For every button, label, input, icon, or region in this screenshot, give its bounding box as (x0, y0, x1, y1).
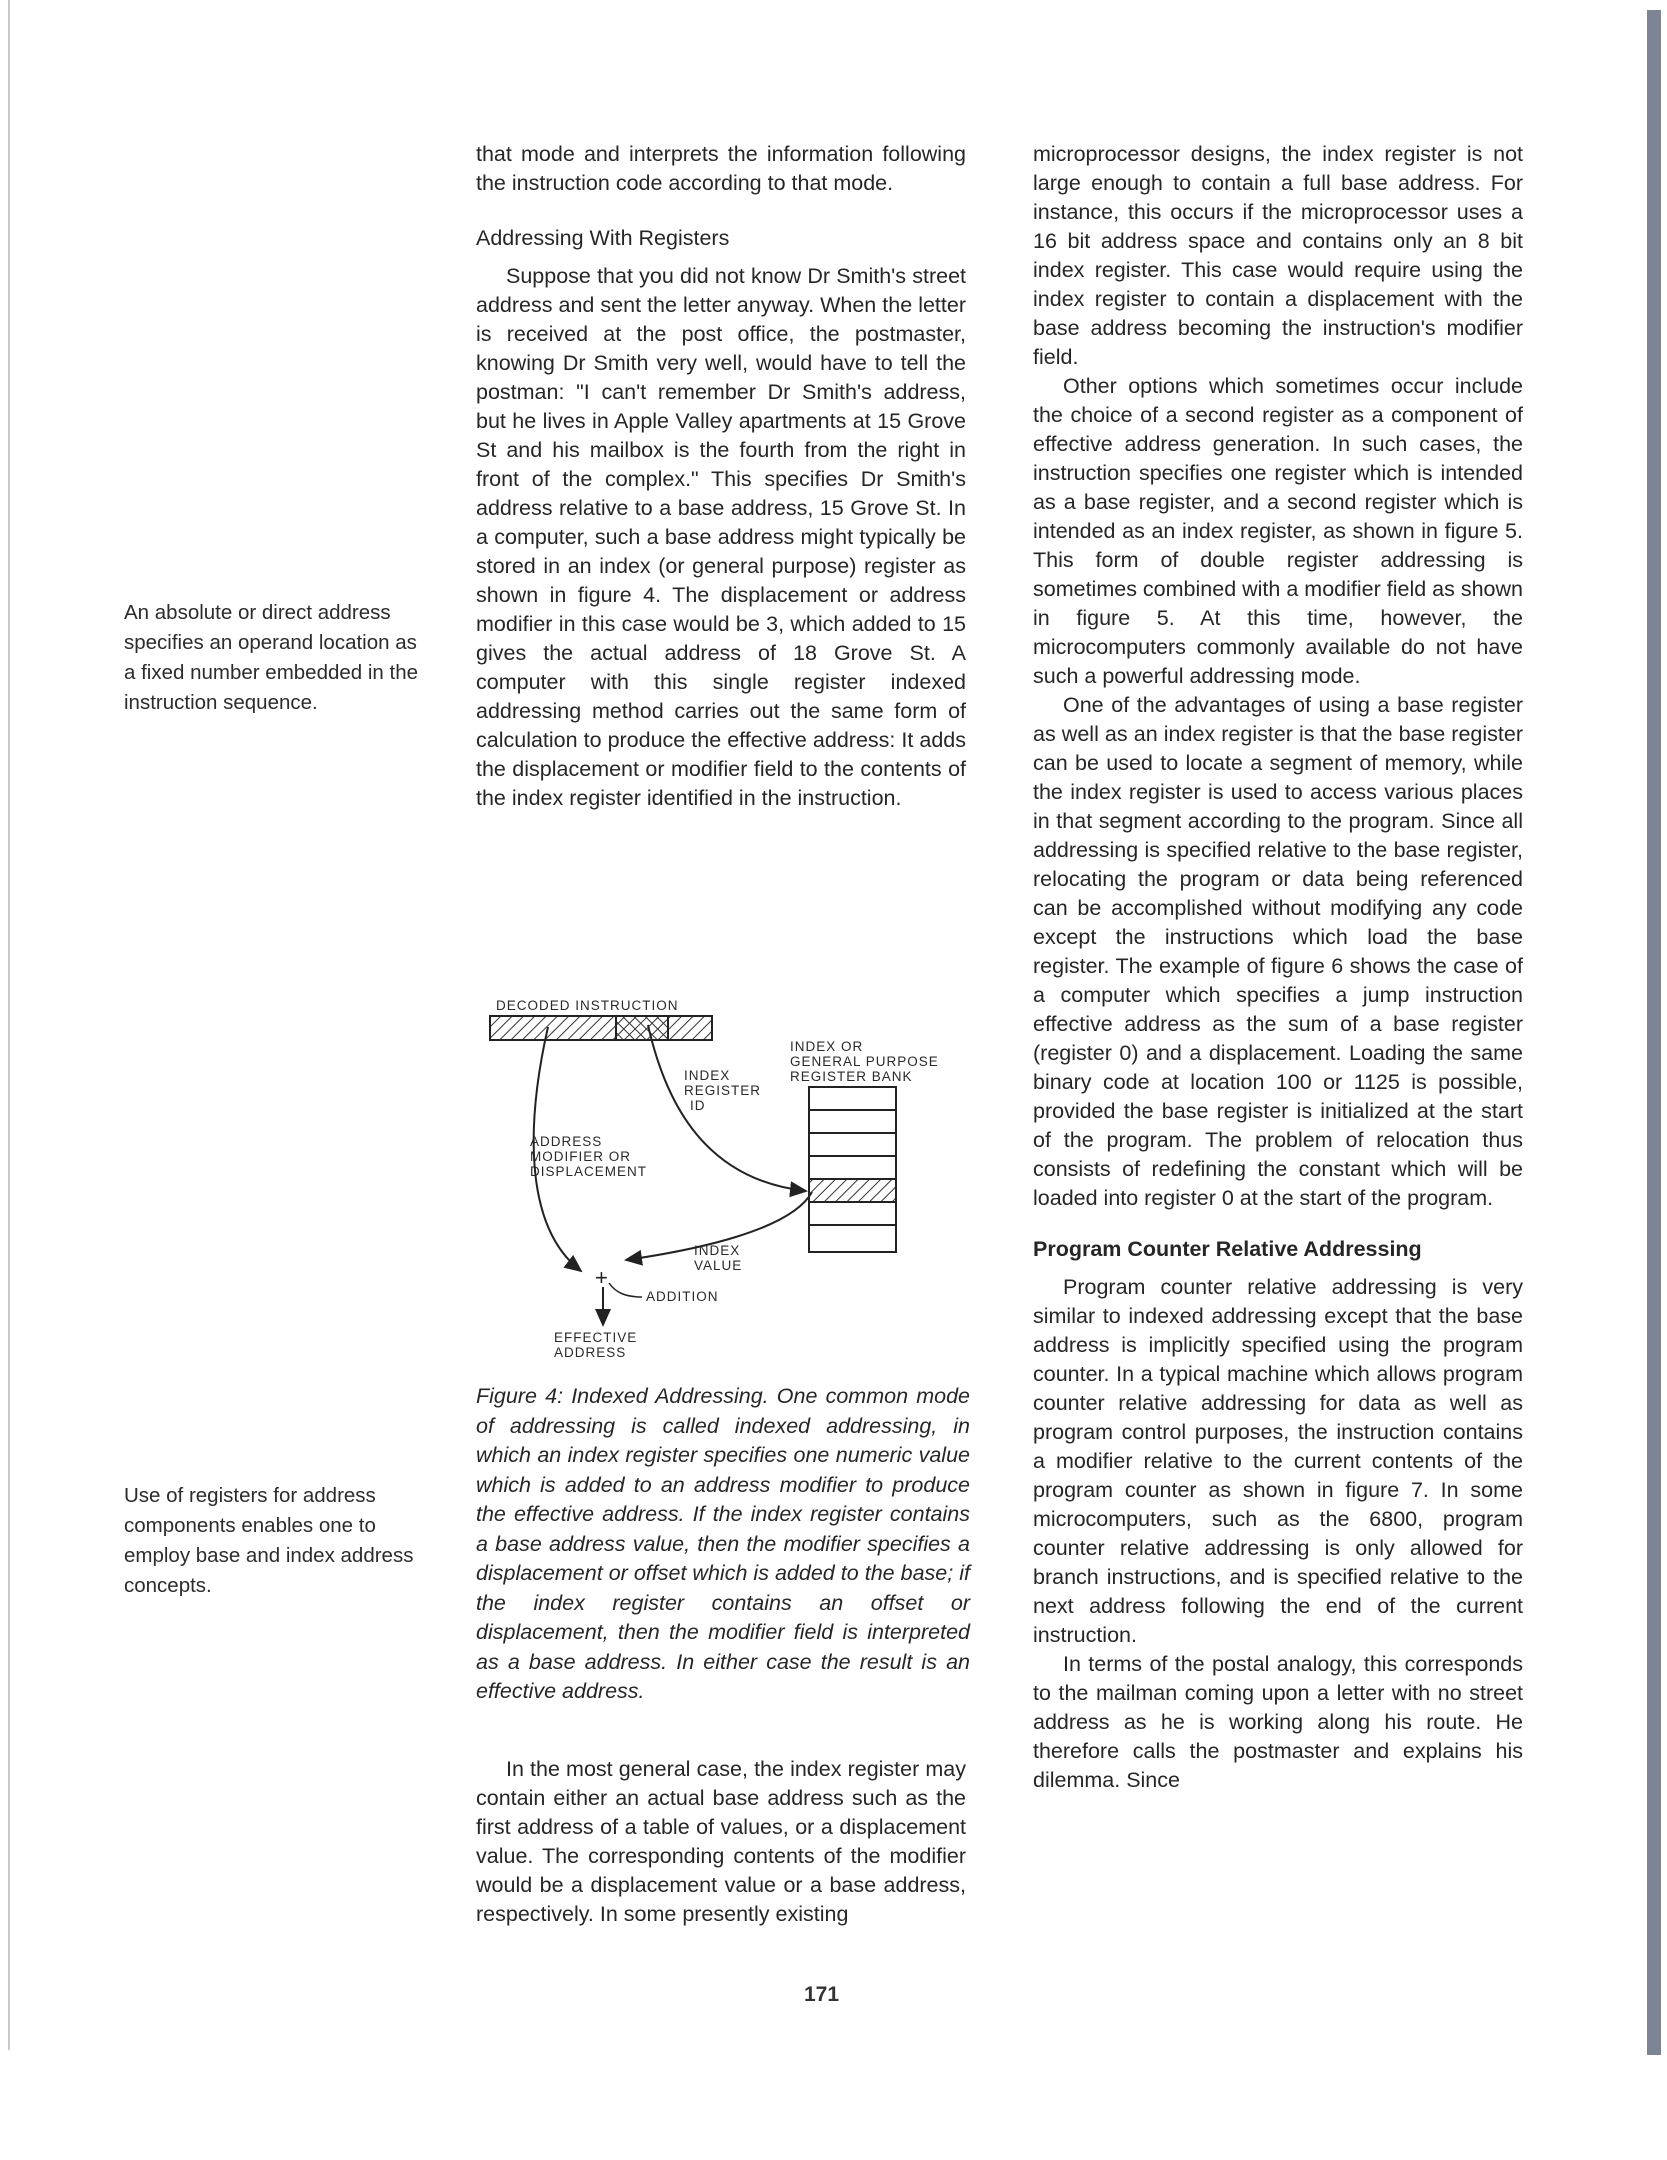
column-2 (1033, 140, 1523, 1795)
label-bank-line-1: INDEX OR (790, 1039, 864, 1054)
index-register-id-field (616, 1016, 668, 1040)
paragraph-advantages: One of the advantages of using a base register as well as an index register is that the base register can be used to locate a segment of memory, while the index register is used to access various places in that segment according to the program. Since all addressing is specified relative to the base register, relocating the program or data being referenced can be accomplished without modifying any code except the instructions which load the base register. The example of figure 6 shows the case of a computer which specifies a jump instruction effective address as the sum of a base register (register 0) and a displacement. Loading the same binary code at location 100 or 1125 is possible, provided the base register is initialized at the start of the program. The problem of relocation thus consists of redefining the constant which will be loaded into register 0 at the start of the program. (1033, 693, 1523, 1210)
page-edge-rule (8, 0, 10, 2050)
label-index-register-line-1: INDEX (684, 1068, 731, 1083)
register-bank (809, 1087, 896, 1252)
column-1-bottom (476, 1755, 966, 1929)
label-bank-line-3: REGISTER BANK (790, 1069, 913, 1084)
addition-pointer-line (609, 1283, 642, 1297)
paragraph-postal-analogy: In terms of the postal analogy, this corresponds to the mailman coming upon a letter with no street address as he is working along his route. He therefore calls the postmaster and explains his dilemma. Since (1033, 1652, 1523, 1792)
paragraph-continuation: that mode and interprets the information following the instruction code according to that mode. (476, 142, 966, 195)
paragraph-microprocessor-designs: microprocessor designs, the index register is not large enough to contain a full base address. For instance, this occurs if the microprocessor uses a 16 bit address space and contains only an 8 bit index register. This case would require using the index register to contain a displacement with the base address becoming the instruction's modifier field. (1033, 142, 1523, 369)
paragraph-other-options: Other options which sometimes occur include the choice of a second register as a component of effective address generation. In such cases, the instruction specifies one register which is intended as a base register, and a second register which is intended as an index register, as shown in figure 5. This form of double register addressing is sometimes combined with a modifier field as shown in figure 5. At this time, however, the microcomputers commonly available do not have such a powerful addressing mode. (1033, 374, 1523, 688)
label-effective-line-1: EFFECTIVE (554, 1330, 638, 1345)
binding-edge-bar (1647, 10, 1661, 2055)
indexed-addressing-diagram (476, 995, 976, 1370)
column-1-top (476, 140, 966, 813)
sidenote-registers: Use of registers for address components enables one to employ base and index address concepts. (124, 1484, 414, 1597)
label-modifier-line-3: DISPLACEMENT (530, 1164, 648, 1179)
paragraph-dr-smith: Suppose that you did not know Dr Smith's street address and sent the letter anyway. When the letter is received at the post office, the postmaster, knowing Dr Smith very well, would have to tell the postman: "I can't remember Dr Smith's address, but he lives in Apple Valley apartments at 15 Grove St and his mailbox is the fourth from the right in front of the complex." This specifies Dr Smith's address relative to a base address, 15 Grove St. In a computer, such a base address might typically be stored in an index (or general purpose) register as shown in figure 4. The displacement or address modifier in this case would be 3, which added to 15 gives the actual address of 18 Grove St. A computer with this single register indexed addressing method carries out the same form of calculation to produce the effective address: It adds the displacement or modifier field to the contents of the index register identified in the instruction. (476, 264, 966, 810)
label-index-value-line-1: INDEX (694, 1243, 741, 1258)
heading-addressing-with-registers: Addressing With Registers (476, 226, 730, 250)
decoded-instruction-field (490, 1016, 712, 1040)
arrow-index-id-to-register (648, 1025, 806, 1191)
label-index-register-line-3: ID (690, 1098, 706, 1113)
label-decoded-instruction: DECODED INSTRUCTION (496, 998, 679, 1013)
label-modifier-line-1: ADDRESS (530, 1134, 603, 1149)
label-index-value-line-2: VALUE (694, 1258, 743, 1273)
label-bank-line-2: GENERAL PURPOSE (790, 1054, 939, 1069)
selected-index-register (809, 1179, 896, 1202)
caption-text: One common mode of addressing is called indexed addressing, in which an index register specifies one numeric value which is added to an address modifier to produce the effective address. If the index register contains a base address value, then the modifier specifies a displacement or offset which is added to the base; if the index register contains an offset or displacement, then the modifier field is interpreted as a base address. In either case the result is an effective address. (476, 1384, 970, 1703)
label-modifier-line-2: MODIFIER OR (530, 1149, 631, 1164)
heading-program-counter-relative: Program Counter Relative Addressing (1033, 1237, 1422, 1261)
paragraph-general-case: In the most general case, the index register may contain either an actual base address such as the first address of a table of values, or a displacement value. The corresponding contents of the modifier would be a displacement value or a base address, respectively. In some presently existing (476, 1757, 966, 1926)
page-number: 171 (804, 1983, 840, 2006)
caption-title: Figure 4: Indexed Addressing. (476, 1384, 769, 1408)
plus-sign-adder: + (595, 1265, 608, 1290)
paragraph-program-counter: Program counter relative addressing is very similar to indexed addressing except that the base address is implicitly specified using the program counter. In a typical machine which allows program counter relative addressing for data as well as program control purposes, the instruction contains a modifier relative to the current contents of the program counter as shown in figure 7. In some microcomputers, such as the 6800, program counter relative addressing is only allowed for branch instructions, and is specified relative to the next address following the end of the current instruction. (1033, 1275, 1523, 1647)
figure-4-caption (476, 1382, 970, 1707)
label-index-register-line-2: REGISTER (684, 1083, 762, 1098)
label-effective-line-2: ADDRESS (554, 1345, 627, 1360)
sidenote-absolute-address: An absolute or direct address specifies an operand location as a fixed number embedded in the instruction sequence. (124, 601, 419, 714)
label-addition: ADDITION (646, 1289, 719, 1304)
figure-4-diagram (476, 995, 976, 1370)
